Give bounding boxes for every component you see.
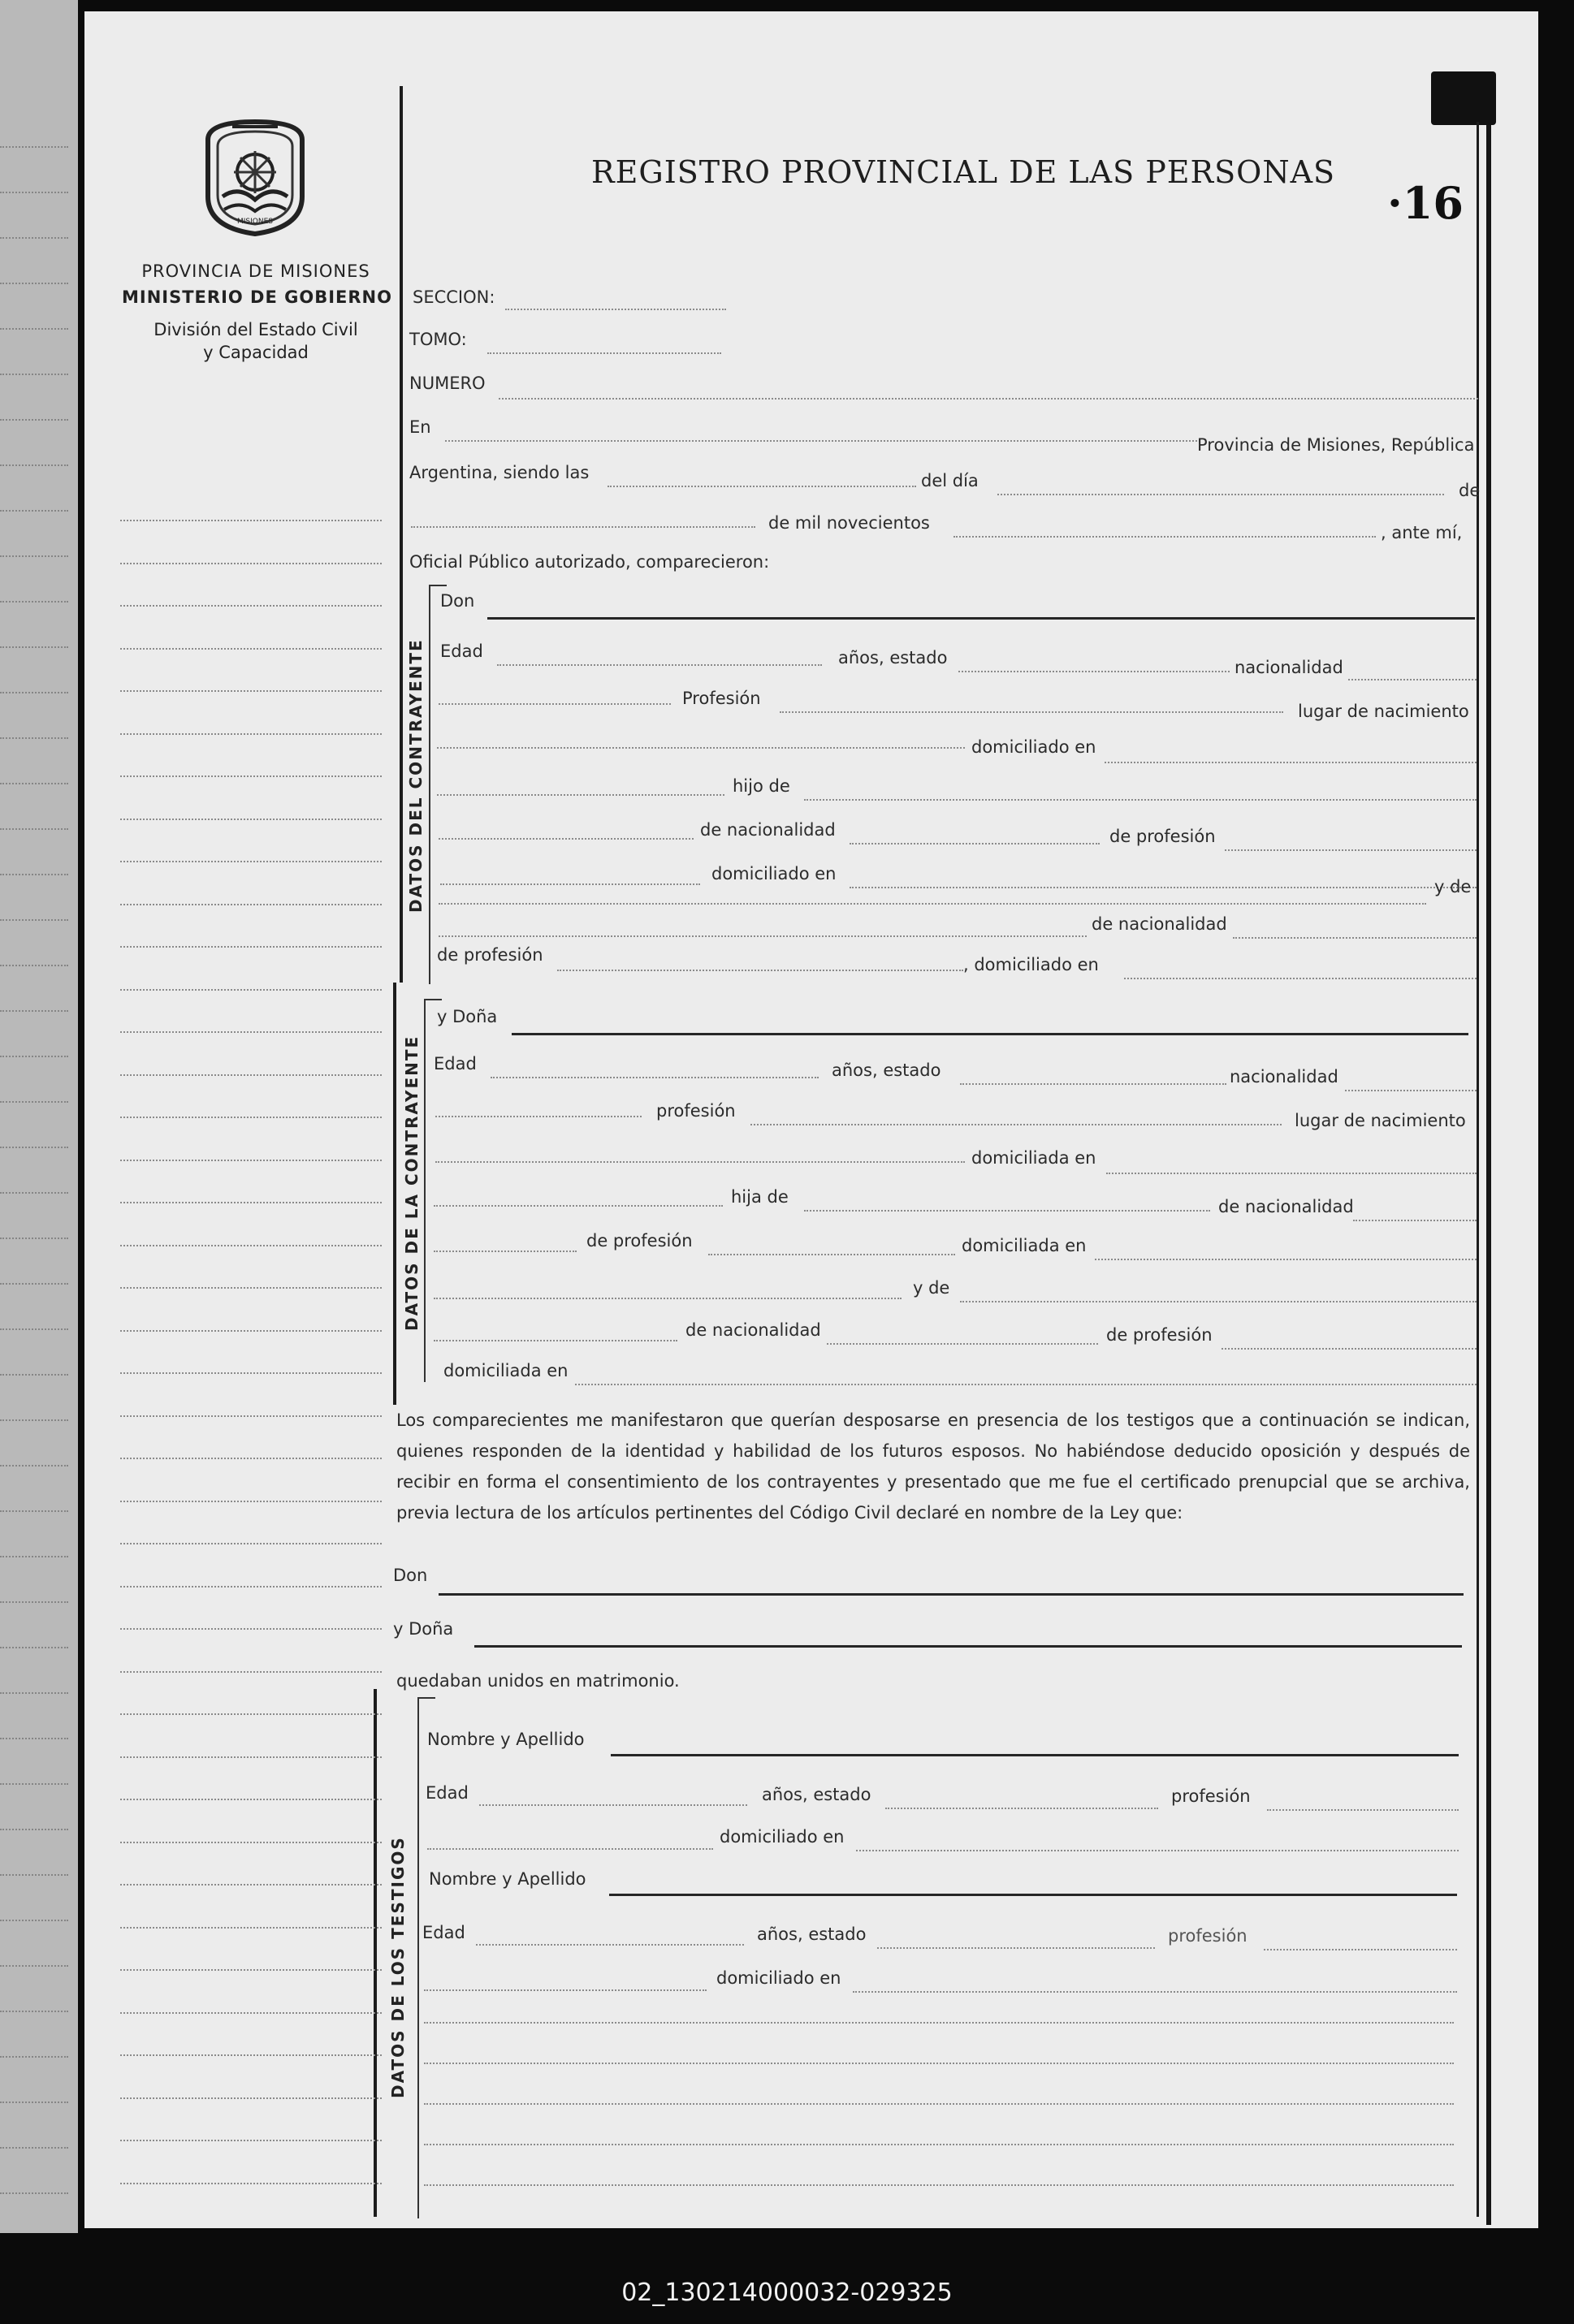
previous-page-line (0, 1510, 68, 1512)
field-padre-a-nacionalidad-cont[interactable] (434, 1251, 577, 1252)
field-padre-nacionalidad[interactable] (850, 843, 1100, 845)
field-padre-domicilio[interactable] (850, 887, 1477, 888)
previous-page-line (0, 1601, 68, 1603)
margin-note-line[interactable] (120, 2140, 382, 2141)
margin-note-line[interactable] (120, 1372, 382, 1374)
field-madre-nacionalidad[interactable] (1233, 937, 1477, 939)
field-domicilio-testigo-2[interactable] (853, 1991, 1457, 1993)
margin-note-line[interactable] (120, 1415, 382, 1417)
svg-text:MISIONES: MISIONES (236, 218, 274, 226)
label-domiciliado-3: , domiciliado en (963, 955, 1099, 974)
previous-page-line (0, 1829, 68, 1830)
field-mes[interactable] (411, 526, 755, 528)
margin-note-line[interactable] (120, 1927, 382, 1929)
margin-note-line[interactable] (120, 1586, 382, 1587)
label-lugar-nacimiento: lugar de nacimiento (1298, 702, 1469, 721)
label-hija-de: hija de (731, 1187, 789, 1207)
label-del-dia: del día (921, 471, 979, 490)
field-profesion-testigo-1[interactable] (1267, 1809, 1459, 1811)
previous-page-line (0, 1010, 68, 1012)
field-profesion-testigo-1-cont[interactable] (427, 1848, 713, 1850)
previous-page-line (0, 237, 68, 239)
margin-note-line[interactable] (120, 1756, 382, 1758)
label-profesion-testigo-2: profesión (1168, 1926, 1248, 1946)
margin-note-line[interactable] (120, 1330, 382, 1332)
field-nacionalidad-a-cont[interactable] (435, 1116, 642, 1117)
section-label-contrayenta: DATOS DE LA CONTRAYENTE (402, 1035, 422, 1331)
margin-note-line[interactable] (120, 2054, 382, 2056)
scan-caption: 02_130214000032-029325 (621, 2279, 953, 2307)
observation-line[interactable] (424, 2103, 1454, 2105)
previous-page-line (0, 1283, 68, 1285)
label-mil-novecientos: de mil novecientos (768, 513, 930, 533)
margin-note-line[interactable] (120, 861, 382, 862)
left-margin-rule (400, 86, 403, 983)
agency-division-2: y Capacidad (203, 343, 309, 362)
label-edad-testigo-1: Edad (426, 1783, 469, 1803)
field-padre-profesion[interactable] (1225, 849, 1477, 851)
label-anos-estado-a: años, estado (832, 1060, 941, 1080)
field-don-final[interactable] (439, 1593, 1464, 1596)
label-en: En (409, 417, 431, 437)
previous-page-line (0, 283, 68, 284)
field-madre-a-nombre[interactable] (434, 1340, 677, 1341)
left-margin-rule-lower (393, 983, 396, 1405)
previous-page-line (0, 2192, 68, 2194)
previous-page-line (0, 737, 68, 739)
margin-note-line[interactable] (120, 1671, 382, 1673)
observation-line[interactable] (424, 2063, 1454, 2064)
margin-note-line[interactable] (120, 1842, 382, 1843)
margin-note-line[interactable] (120, 605, 382, 607)
right-margin-rule (1477, 122, 1479, 2217)
label-domiciliado: domiciliado en (971, 737, 1096, 757)
field-madre-a-profesion[interactable] (1222, 1348, 1477, 1350)
previous-page-line (0, 601, 68, 603)
previous-page-line (0, 328, 68, 330)
field-estado-testigo-1[interactable] (885, 1808, 1158, 1809)
observation-line[interactable] (424, 2022, 1454, 2024)
label-ante-mi: , ante mí, (1381, 523, 1463, 542)
field-don-nombre[interactable] (487, 617, 1475, 620)
label-edad-a: Edad (434, 1054, 477, 1073)
field-padre-a-domicilio[interactable] (1095, 1259, 1477, 1260)
section-label-testigos: DATOS DE LOS TESTIGOS (388, 1836, 408, 2098)
previous-page-line (0, 1192, 68, 1194)
field-profesion-testigo-2[interactable] (1264, 1949, 1457, 1950)
label-dona-final: y Doña (393, 1619, 454, 1639)
previous-page-line (0, 555, 68, 557)
margin-note-line[interactable] (120, 648, 382, 650)
previous-page-line (0, 1056, 68, 1057)
previous-page-line (0, 1465, 68, 1467)
previous-page-line (0, 419, 68, 421)
previous-page-line (0, 510, 68, 512)
field-profesion-a[interactable] (750, 1124, 1282, 1125)
field-anio[interactable] (953, 536, 1376, 538)
margin-note-line[interactable] (120, 989, 382, 991)
field-edad-testigo-2[interactable] (476, 1944, 744, 1946)
previous-page-line (0, 2056, 68, 2058)
declaration-paragraph: Los comparecientes me manifestaron que querían desposarse en presencia de los testigos que a continuación se indican, quienes responden de la identidad y habilidad de los futuros esposos. No habiéndose deducido oposición y después de recibir en forma el consentimiento de los contrayentes y presentado que me fue el certificado prenupcial que se archiva, previa lectura de los artículos pertinentes del Código Civil declaré en nombre de la Ley que: (396, 1410, 1470, 1523)
margin-note-line[interactable] (120, 819, 382, 820)
margin-note-line[interactable] (120, 1501, 382, 1502)
label-de-profesion-a-2: de profesión (1106, 1325, 1213, 1345)
margin-note-line[interactable] (120, 733, 382, 735)
previous-page-line (0, 464, 68, 466)
field-lugar-nacimiento-a[interactable] (435, 1161, 965, 1163)
page-number: ·16 (1387, 177, 1464, 229)
previous-page-line (0, 874, 68, 875)
field-nacionalidad-a[interactable] (1345, 1090, 1477, 1091)
previous-page-line (0, 2147, 68, 2149)
field-profesion-testigo-2-cont[interactable] (424, 1989, 707, 1991)
margin-note-line[interactable] (120, 2183, 382, 2184)
label-edad-testigo-2: Edad (422, 1923, 465, 1942)
label-tomo: TOMO: (409, 330, 467, 349)
margin-note-line[interactable] (120, 563, 382, 564)
label-profesion: Profesión (682, 689, 761, 708)
label-de-nacionalidad-2: de nacionalidad (1092, 914, 1227, 934)
field-dona-final[interactable] (474, 1645, 1462, 1648)
field-madre-domicilio[interactable] (1124, 978, 1477, 979)
label-anos-testigo-2: años, estado (757, 1924, 867, 1944)
margin-note-line[interactable] (120, 1031, 382, 1033)
label-de-nacionalidad-a-2: de nacionalidad (685, 1320, 821, 1340)
label-anos-estado: años, estado (838, 648, 948, 667)
previous-page-line (0, 1238, 68, 1239)
field-madre-a[interactable] (434, 1298, 902, 1299)
agency-ministry: MINISTERIO DE GOBIERNO (122, 287, 392, 307)
label-nombre-testigo-1: Nombre y Apellido (427, 1730, 585, 1749)
field-seccion[interactable] (505, 309, 726, 310)
field-padre-a-profesion[interactable] (708, 1254, 955, 1255)
field-domicilio-a-cont[interactable] (434, 1205, 723, 1207)
previous-page-line (0, 1101, 68, 1103)
previous-page-line (0, 146, 68, 148)
field-madre-a-nacionalidad[interactable] (827, 1343, 1098, 1345)
label-domiciliado-2: domiciliado en (711, 864, 837, 883)
label-don-final: Don (393, 1566, 428, 1585)
previous-page-line (0, 1692, 68, 1694)
margin-note-line[interactable] (120, 1245, 382, 1246)
section-label-contrayente: DATOS DEL CONTRAYENTE (406, 638, 426, 913)
field-nacionalidad-cont[interactable] (439, 703, 671, 705)
field-dia[interactable] (997, 494, 1444, 495)
previous-page-line (0, 374, 68, 375)
field-estado-a[interactable] (960, 1083, 1226, 1085)
label-numero: NUMERO (409, 374, 486, 393)
field-nacionalidad[interactable] (1348, 679, 1477, 680)
provincial-seal-icon (200, 115, 310, 239)
field-domicilio-a[interactable] (1106, 1173, 1477, 1174)
margin-note-line[interactable] (120, 1884, 382, 1886)
field-edad[interactable] (497, 664, 822, 666)
margin-note-line[interactable] (120, 1969, 382, 1971)
field-madre-profesion[interactable] (557, 970, 963, 971)
field-madre-a-cont[interactable] (960, 1301, 1477, 1302)
previous-page-line (0, 965, 68, 966)
label-nacionalidad-a: nacionalidad (1230, 1067, 1338, 1086)
field-domicilio-cont[interactable] (437, 794, 724, 796)
field-tomo[interactable] (487, 352, 721, 354)
label-domiciliada: domiciliada en (971, 1148, 1096, 1168)
field-padre-domicilio-cont[interactable] (439, 903, 1426, 905)
previous-page-line (0, 2011, 68, 2012)
binder-frame (1486, 122, 1491, 2225)
agency-province: PROVINCIA DE MISIONES (141, 261, 370, 281)
field-padre-a[interactable] (804, 1210, 1210, 1212)
field-numero[interactable] (499, 398, 1478, 400)
previous-page-line (0, 692, 68, 693)
label-domiciliado-testigo-1: domiciliado en (720, 1827, 845, 1847)
field-profesion[interactable] (780, 711, 1283, 713)
field-domicilio-testigo-1[interactable] (856, 1850, 1459, 1851)
field-madre-a-domicilio[interactable] (575, 1384, 1477, 1385)
previous-page-edge (0, 0, 78, 2233)
previous-page-line (0, 783, 68, 784)
testigos-bracket (417, 1697, 435, 2218)
label-oficial: Oficial Público autorizado, comparecieron: (409, 552, 770, 572)
field-edad-a[interactable] (491, 1077, 819, 1078)
field-dona-nombre[interactable] (512, 1033, 1468, 1035)
margin-note-line[interactable] (120, 1287, 382, 1289)
field-lugar-nacimiento[interactable] (437, 747, 965, 749)
field-padre-cont[interactable] (439, 838, 694, 840)
label-domiciliado-testigo-2: domiciliado en (716, 1968, 841, 1988)
field-padre[interactable] (804, 799, 1477, 801)
previous-page-line (0, 919, 68, 921)
previous-page-line (0, 1328, 68, 1330)
label-de-profesion: de profesión (1109, 827, 1216, 846)
field-en[interactable] (445, 440, 1200, 442)
label-edad: Edad (440, 641, 483, 661)
previous-page-line (0, 646, 68, 648)
observation-line[interactable] (424, 2144, 1454, 2145)
field-nombre-testigo-2[interactable] (609, 1894, 1457, 1896)
agency-division: División del Estado Civil (154, 320, 358, 339)
margin-note-line[interactable] (120, 1117, 382, 1118)
field-estado-testigo-2[interactable] (877, 1947, 1155, 1949)
label-y-dona: y Doña (437, 1007, 498, 1026)
previous-page-line (0, 828, 68, 830)
margin-note-line[interactable] (120, 1202, 382, 1203)
binder-tab (1431, 71, 1496, 125)
page-title: REGISTRO PROVINCIAL DE LAS PERSONAS (591, 154, 1336, 190)
margin-note-line[interactable] (120, 520, 382, 521)
label-y-de: y de (1434, 877, 1472, 896)
margin-note-line[interactable] (120, 1458, 382, 1459)
previous-page-line (0, 2102, 68, 2103)
previous-page-line (0, 1419, 68, 1421)
margin-note-line[interactable] (120, 1074, 382, 1076)
margin-note-line[interactable] (120, 1713, 382, 1715)
label-nombre-testigo-2: Nombre y Apellido (429, 1869, 586, 1889)
label-profesion-testigo-1: profesión (1171, 1786, 1251, 1806)
label-de-nacionalidad: de nacionalidad (700, 820, 836, 840)
previous-page-line (0, 1920, 68, 1921)
label-unidos-matrimonio: quedaban unidos en matrimonio. (396, 1671, 680, 1691)
margin-note-line[interactable] (120, 904, 382, 905)
label-nacionalidad: nacionalidad (1235, 658, 1343, 677)
previous-page-line (0, 1783, 68, 1785)
label-domiciliada-3: domiciliada en (443, 1361, 569, 1380)
label-profesion-a: profesión (656, 1101, 736, 1121)
previous-page-line (0, 1556, 68, 1557)
label-y-de-a: y de (913, 1278, 950, 1298)
field-padre-a-nacionalidad[interactable] (1353, 1220, 1477, 1221)
field-nombre-testigo-1[interactable] (611, 1754, 1459, 1756)
label-lugar-nacimiento-a: lugar de nacimiento (1295, 1111, 1466, 1130)
label-de-profesion-a: de profesión (586, 1231, 693, 1251)
observation-line[interactable] (424, 2184, 1454, 2186)
field-hora[interactable] (608, 486, 916, 487)
label-seccion: SECCION: (413, 287, 495, 307)
label-anos-testigo-1: años, estado (762, 1785, 871, 1804)
margin-note-line[interactable] (120, 1628, 382, 1630)
left-margin-rule-bottom (374, 1689, 377, 2217)
field-estado[interactable] (958, 671, 1230, 672)
previous-page-line (0, 1647, 68, 1648)
label-domiciliada-2: domiciliada en (962, 1236, 1087, 1255)
previous-page-line (0, 1965, 68, 1967)
margin-note-line[interactable] (120, 946, 382, 948)
margin-note-line[interactable] (120, 1543, 382, 1544)
label-de-profesion-2: de profesión (437, 945, 543, 965)
previous-page-line (0, 1374, 68, 1376)
previous-page-line (0, 1874, 68, 1876)
margin-note-line[interactable] (120, 2097, 382, 2099)
margin-note-line[interactable] (120, 775, 382, 777)
margin-note-line[interactable] (120, 1160, 382, 1161)
previous-page-line (0, 192, 68, 193)
field-padre-profesion-cont[interactable] (440, 883, 700, 885)
field-madre[interactable] (439, 935, 1087, 937)
margin-note-line[interactable] (120, 690, 382, 692)
label-hijo-de: hijo de (733, 776, 790, 796)
previous-page-line (0, 1738, 68, 1739)
margin-note-line[interactable] (120, 1799, 382, 1800)
field-edad-testigo-1[interactable] (479, 1804, 747, 1806)
label-argentina: Argentina, siendo las (409, 463, 590, 482)
label-don: Don (440, 591, 475, 611)
previous-page-line (0, 1147, 68, 1148)
label-de: de (1459, 481, 1481, 500)
margin-note-line[interactable] (120, 2012, 382, 2014)
label-provincia: Provincia de Misiones, República (1197, 435, 1475, 455)
field-domicilio[interactable] (1105, 762, 1477, 763)
label-de-nacionalidad-a: de nacionalidad (1218, 1197, 1354, 1216)
